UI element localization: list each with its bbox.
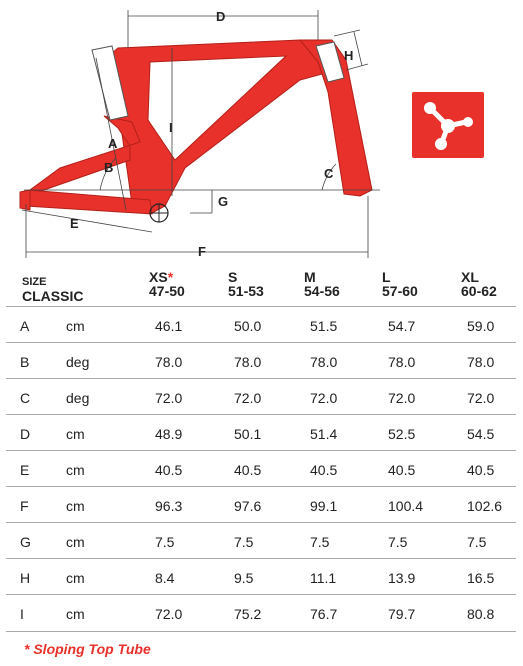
size-range: 60-62 [461, 283, 497, 299]
value-l: 7.5 [388, 534, 408, 550]
table-row-c [6, 378, 516, 415]
row-unit: cm [66, 462, 85, 478]
row-unit: cm [66, 606, 85, 622]
value-s: 9.5 [234, 570, 254, 586]
value-l: 52.5 [388, 426, 416, 442]
value-l: 40.5 [388, 462, 416, 478]
row-dimension: D [20, 426, 31, 442]
value-xs: 8.4 [155, 570, 175, 586]
value-xs: 46.1 [155, 318, 183, 334]
dim-label-f: F [198, 244, 206, 259]
value-xs: 7.5 [155, 534, 175, 550]
table-row-e [6, 450, 516, 487]
value-xl: 59.0 [467, 318, 495, 334]
value-s: 50.1 [234, 426, 262, 442]
dim-label-d: D [216, 9, 226, 24]
value-xl: 16.5 [467, 570, 495, 586]
size-range: 47-50 [149, 283, 185, 299]
size-name: M [304, 269, 316, 285]
value-m: 40.5 [310, 462, 338, 478]
dim-label-h: H [344, 48, 354, 63]
row-unit: cm [66, 570, 85, 586]
size-label-line1: SIZE [22, 276, 47, 288]
bike-frame [20, 40, 372, 214]
size-header-m [304, 270, 340, 298]
size-header-xl [461, 270, 497, 298]
value-xl: 54.5 [467, 426, 495, 442]
value-l: 100.4 [388, 498, 424, 514]
size-name: L [382, 269, 391, 285]
dim-label-b: B [104, 160, 114, 175]
value-l: 72.0 [388, 390, 416, 406]
value-s: 7.5 [234, 534, 254, 550]
value-s: 97.6 [234, 498, 262, 514]
dim-label-i: I [169, 120, 173, 135]
row-dimension: C [20, 390, 31, 406]
size-label [22, 273, 83, 303]
table-row-h [6, 558, 516, 595]
value-s: 72.0 [234, 390, 262, 406]
value-l: 13.9 [388, 570, 416, 586]
row-unit: cm [66, 498, 85, 514]
value-m: 72.0 [310, 390, 338, 406]
row-unit: cm [66, 318, 85, 334]
value-m: 7.5 [310, 534, 330, 550]
size-header-xs [149, 270, 185, 298]
value-xl: 80.8 [467, 606, 495, 622]
value-s: 40.5 [234, 462, 262, 478]
table-row-a [6, 306, 516, 343]
size-name: S [228, 269, 238, 285]
value-m: 51.4 [310, 426, 338, 442]
value-xl: 102.6 [467, 498, 503, 514]
value-xl: 7.5 [467, 534, 487, 550]
value-m: 78.0 [310, 354, 338, 370]
value-m: 76.7 [310, 606, 338, 622]
dim-label-e: E [70, 216, 79, 231]
row-dimension: E [20, 462, 30, 478]
size-range: 54-56 [304, 283, 340, 299]
size-name: XL [461, 269, 479, 285]
dim-label-a: A [108, 136, 118, 151]
size-header-s [228, 270, 264, 298]
row-dimension: I [20, 606, 24, 622]
size-range: 57-60 [382, 283, 418, 299]
value-xs: 78.0 [155, 354, 183, 370]
table-row-b [6, 342, 516, 379]
brand-badge [412, 92, 484, 158]
table-row-i [6, 594, 516, 632]
value-m: 51.5 [310, 318, 338, 334]
value-s: 75.2 [234, 606, 262, 622]
size-label-line2: CLASSIC [22, 288, 84, 304]
table-row-g [6, 522, 516, 559]
dim-label-g: G [218, 194, 229, 209]
value-l: 78.0 [388, 354, 416, 370]
value-s: 78.0 [234, 354, 262, 370]
row-dimension: A [20, 318, 30, 334]
row-dimension: H [20, 570, 31, 586]
row-unit: cm [66, 534, 85, 550]
row-unit: deg [66, 390, 90, 406]
row-unit: cm [66, 426, 85, 442]
value-xs: 96.3 [155, 498, 183, 514]
size-header-l [382, 270, 418, 298]
size-name: XS [149, 269, 168, 285]
value-xs: 48.9 [155, 426, 183, 442]
value-s: 50.0 [234, 318, 262, 334]
footnote: * Sloping Top Tube [24, 641, 151, 657]
size-asterisk: * [167, 269, 174, 285]
value-l: 54.7 [388, 318, 416, 334]
table-row-d [6, 414, 516, 451]
table-row-f [6, 486, 516, 523]
value-m: 99.1 [310, 498, 338, 514]
value-xs: 72.0 [155, 606, 183, 622]
value-xl: 78.0 [467, 354, 495, 370]
size-range: 51-53 [228, 283, 264, 299]
dim-label-c: C [324, 166, 334, 181]
value-m: 11.1 [310, 570, 337, 586]
row-dimension: F [20, 498, 29, 514]
value-xl: 72.0 [467, 390, 495, 406]
row-dimension: G [20, 534, 31, 550]
value-xs: 40.5 [155, 462, 183, 478]
molecule-icon [412, 92, 484, 158]
value-xs: 72.0 [155, 390, 183, 406]
value-l: 79.7 [388, 606, 416, 622]
row-dimension: B [20, 354, 30, 370]
row-unit: deg [66, 354, 90, 370]
value-xl: 40.5 [467, 462, 495, 478]
